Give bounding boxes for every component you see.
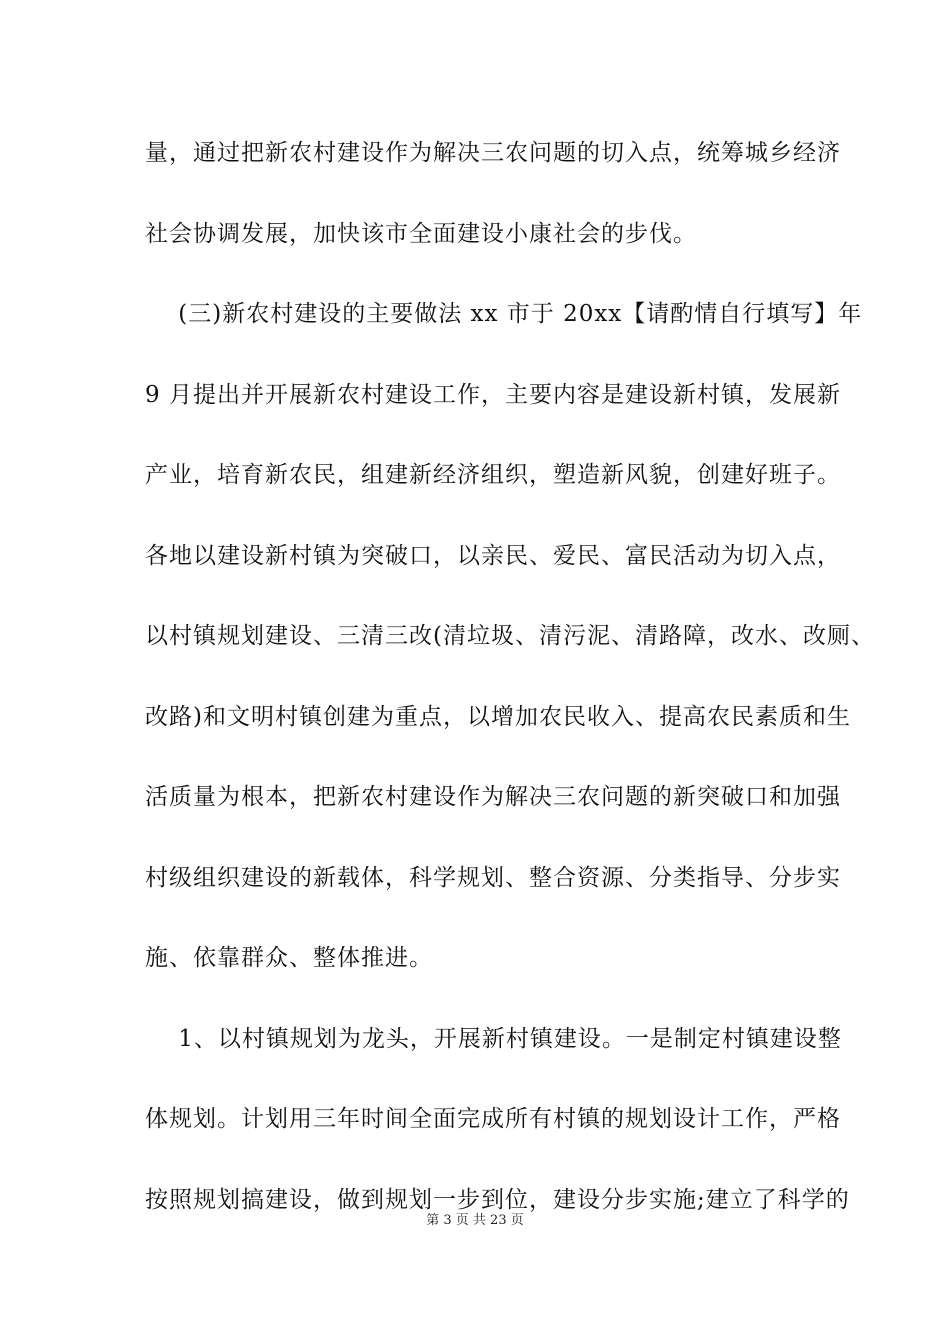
text-line: 以村镇规划建设、三清三改(清垃圾、清污泥、清路障，改水、改厕、 xyxy=(145,623,875,649)
text-line: 村级组织建设的新载体，科学规划、整合资源、分类指导、分步实 xyxy=(145,864,841,891)
page-footer: 第 3 页 共 23 页 xyxy=(426,1213,524,1228)
text-line: 社会协调发展，加快该市全面建设小康社会的步伐。 xyxy=(145,220,697,247)
text-line: (三)新农村建设的主要做法 xx 市于 20xx【请酌情自行填写】年 xyxy=(145,301,863,327)
text-line: 活质量为根本，把新农村建设作为解决三农问题的新突破口和加强 xyxy=(145,784,841,810)
text-line: 量，通过把新农村建设作为解决三农问题的切入点，统筹城乡经济 xyxy=(145,140,841,166)
text-line: 按照规划搞建设，做到规划一步到位，建设分步实施;建立了科学的 xyxy=(145,1186,850,1213)
text-line: 施、依靠群众、整体推进。 xyxy=(145,945,433,971)
body-text xyxy=(145,131,875,1258)
text-line: 改路)和文明村镇创建为重点，以增加农民收入、提高农民素质和生 xyxy=(145,703,851,730)
text-line: 1、以村镇规划为龙头，开展新村镇建设。一是制定村镇建设整 xyxy=(145,1025,842,1052)
text-line: 9 月提出并开展新农村建设工作，主要内容是建设新村镇，发展新 xyxy=(145,381,841,408)
text-line: 各地以建设新村镇为突破口，以亲民、爱民、富民活动为切入点， xyxy=(145,542,841,569)
text-line: 产业，培育新农民，组建新经济组织，塑造新风貌，创建好班子。 xyxy=(145,462,841,488)
text-line: 体规划。计划用三年时间全面完成所有村镇的规划设计工作，严格 xyxy=(145,1106,841,1132)
